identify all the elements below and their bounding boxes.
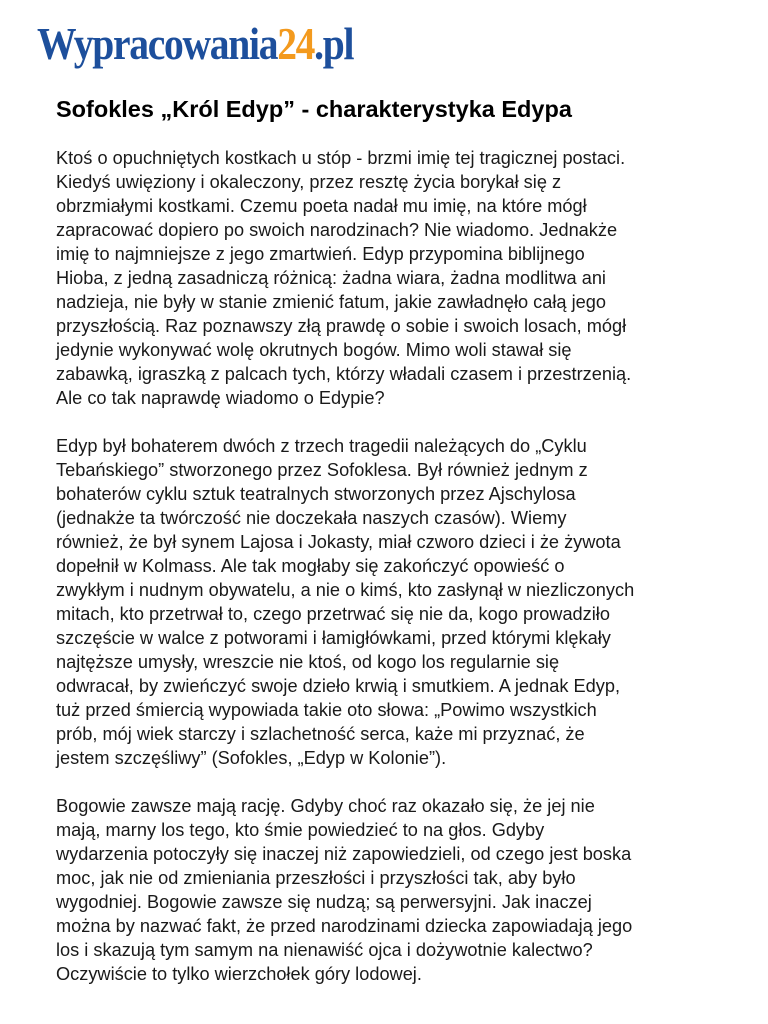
text-line: przyszłością. Raz poznawszy złą prawdę o sobie i swoich losach, mógł: [56, 316, 627, 336]
text-line: mitach, kto przetrwał to, czego przetrwać się nie da, kogo prowadziło: [56, 604, 610, 624]
text-line: prób, mój wiek starczy i szlachetność serca, każe mi przyznać, że: [56, 724, 585, 744]
text-line: zapracować dopiero po swoich narodzinach? Nie wiadomo. Jednakże: [56, 220, 618, 240]
text-line: dopełnił w Kolmass. Ale tak mogłaby się zakończyć opowieść o: [56, 556, 565, 576]
text-line: można by nazwać fakt, że przed narodzinami dziecka zapowiadają jego: [56, 916, 633, 936]
text-line: bohaterów cyklu sztuk teatralnych stworzonych przez Ajschylosa: [56, 484, 576, 504]
text-line: obrzmiałymi kostkami. Czemu poeta nadał mu imię, na które mógł: [56, 196, 587, 216]
paragraph-3: [56, 794, 756, 986]
text-line: Tebańskiego” stworzonego przez Sofoklesa. Był również jednym z: [56, 460, 588, 480]
text-line: Hioba, z jedną zasadniczą różnicą: żadna wiara, żadna modlitwa ani: [56, 268, 606, 288]
paragraph-2: [56, 434, 756, 770]
document-body: [56, 146, 756, 1010]
text-line: nadzieja, nie były w stanie zmienić fatum, jakie zawładnęło całą jego: [56, 292, 606, 312]
text-line: imię to najmniejsze z jego zmartwień. Edyp przypomina biblijnego: [56, 244, 585, 264]
document-title: Sofokles „Król Edyp” - charakterystyka Edypa: [56, 96, 572, 122]
text-line: zwykłym i nudnym obywatelu, a nie o kimś, kto zasłynął w niezliczonych: [56, 580, 635, 600]
text-line: Oczywiście to tylko wierzchołek góry lodowej.: [56, 964, 422, 984]
text-line: Ktoś o opuchniętych kostkach u stóp - brzmi imię tej tragicznej postaci.: [56, 148, 626, 168]
logo-text-number: 24: [277, 18, 315, 69]
site-logo[interactable]: [37, 14, 353, 74]
text-line: zabawką, igraszką z palcach tych, którzy władali czasem i przestrzenią.: [56, 364, 632, 384]
text-line: Ale co tak naprawdę wiadomo o Edypie?: [56, 388, 385, 408]
text-line: wygodniej. Bogowie zawsze się nudzą; są perwersyjni. Jak inaczej: [56, 892, 592, 912]
text-line: Bogowie zawsze mają rację. Gdyby choć raz okazało się, że jej nie: [56, 796, 595, 816]
text-line: odwracał, by zwieńczyć swoje dzieło krwią i smutkiem. A jednak Edyp,: [56, 676, 621, 696]
logo-text-tld: .pl: [314, 18, 354, 69]
text-line: Kiedyś uwięziony i okaleczony, przez resztę życia borykał się z: [56, 172, 562, 192]
text-line: Edyp był bohaterem dwóch z trzech tragedii należących do „Cyklu: [56, 436, 587, 456]
text-line: jestem szczęśliwy” (Sofokles, „Edyp w Kolonie”).: [56, 748, 447, 768]
text-line: najtęższe umysły, wreszcie nie ktoś, od kogo los regularnie się: [56, 652, 560, 672]
text-line: tuż przed śmiercią wypowiada takie oto słowa: „Powimo wszystkich: [56, 700, 597, 720]
text-line: moc, jak nie od zmieniania przeszłości i przyszłości tak, aby było: [56, 868, 576, 888]
text-line: jedynie wykonywać wolę okrutnych bogów. Mimo woli stawał się: [56, 340, 572, 360]
text-line: wydarzenia potoczyły się inaczej niż zapowiedzieli, od czego jest boska: [56, 844, 632, 864]
text-line: (jednakże ta twórczość nie doczekała naszych czasów). Wiemy: [56, 508, 567, 528]
paragraph-1: [56, 146, 756, 410]
text-line: szczęście w walce z potworami i łamigłówkami, przed którymi klękały: [56, 628, 611, 648]
text-line: również, że był synem Lajosa i Jokasty, miał czworo dzieci i że żywota: [56, 532, 621, 552]
text-line: mają, marny los tego, kto śmie powiedzieć to na głos. Gdyby: [56, 820, 545, 840]
logo-text-main: Wypracowania: [37, 18, 278, 69]
text-line: los i skazują tym samym na nienawiść ojca i dożywotnie kalectwo?: [56, 940, 593, 960]
